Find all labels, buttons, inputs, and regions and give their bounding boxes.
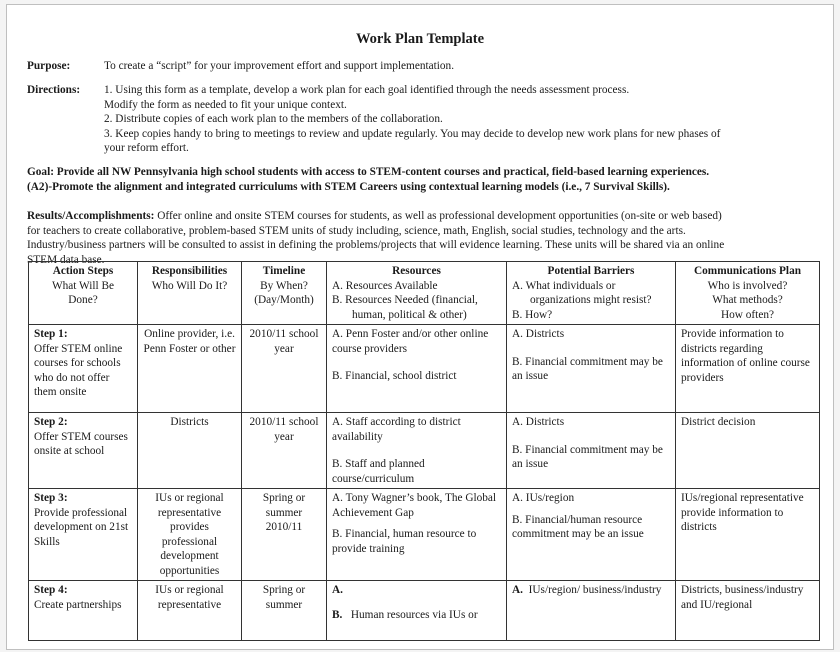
header-potential-barriers: Potential Barriers A. What individuals or organizations might resist? B. How? (507, 262, 676, 325)
cell-barriers: A. Districts B. Financial commitment may be an issue (507, 325, 676, 413)
cell-resources: A. Staff according to district availability B. Staff and planned course/curriculum (327, 413, 507, 489)
table-row (29, 489, 820, 581)
cell-communications: Provide information to districts regarding information of online course providers (676, 325, 820, 413)
cell-barriers: A. Districts B. Financial commitment may be an issue (507, 413, 676, 489)
directions-line: 2. Distribute copies of each work plan to the members of the collaboration. (104, 113, 443, 125)
goal-line: (A2)-Promote the alignment and integrated curriculums with STEM Careers using contextual learning models (i.e., 7 Survival Skills). (27, 180, 670, 193)
cell-resources: A. Penn Foster and/or other online course providers B. Financial, school district (327, 325, 507, 413)
results-label: Results/Accomplishments: (27, 210, 155, 222)
cell-timeline: 2010/11 school year (242, 325, 327, 413)
cell-communications: IUs/regional representative provide information to districts (676, 489, 820, 581)
page-title: Work Plan Template (355, 31, 485, 47)
header-timeline: Timeline By When? (Day/Month) (242, 262, 327, 325)
purpose-text: To create a “script” for your improvement effort and support implementation. (104, 60, 455, 72)
cell-communications: District decision (676, 413, 820, 489)
cell-responsibility: IUs or regional representative provides professional development opportunities (138, 489, 242, 581)
purpose-label: Purpose: (27, 60, 71, 72)
results-line: STEM data base. (27, 253, 105, 266)
directions-line: your reform effort. (104, 142, 189, 154)
directions-label: Directions: (27, 84, 81, 96)
cell-action-step: Step 1: Offer STEM online courses for schools who do not offer them onsite (29, 325, 138, 413)
results-block (27, 209, 827, 267)
cell-timeline: 2010/11 school year (242, 413, 327, 489)
header-communications-plan: Communications Plan Who is involved? What methods? How often? (676, 262, 820, 325)
table-header-row (29, 262, 820, 325)
header-responsibilities: Responsibilities Who Will Do It? (138, 262, 242, 325)
cell-responsibility: IUs or regional representative (138, 581, 242, 641)
table-row (29, 581, 820, 641)
goal-block (27, 165, 827, 194)
goal-line: Goal: Provide all NW Pennsylvania high school students with access to STEM-content courses and practical, field-based learning experiences. (27, 166, 710, 178)
directions-text (104, 83, 824, 156)
directions-line: 1. Using this form as a template, develop a work plan for each goal identified through the needs assessment process. (104, 84, 630, 96)
results-line: Industry/business partners will be consulted to assist in defining the problems/projects that will evidence learning. These units will be shared via an online (27, 239, 725, 251)
results-line: Offer online and onsite STEM courses for students, as well as professional development opportunities (on-site or web based) (154, 210, 722, 222)
directions-line: 3. Keep copies handy to bring to meetings to review and update regularly. You may decide to develop new work plans for new phases of (104, 127, 721, 140)
cell-action-step: Step 3: Provide professional development on 21st Skills (29, 489, 138, 581)
cell-responsibility: Online provider, i.e. Penn Foster or other (138, 325, 242, 413)
cell-resources: A. B. Human resources via IUs or (327, 581, 507, 641)
directions-line: Modify the form as needed to fit your unique context. (104, 98, 347, 111)
results-line: for teachers to create collaborative, problem-based STEM units of study including, science, math, English, social studies, technology and the arts. (27, 224, 686, 237)
cell-barriers: A. IUs/region/ business/industry (507, 581, 676, 641)
header-action-steps: Action Steps What Will Be Done? (29, 262, 138, 325)
cell-action-step: Step 4: Create partnerships (29, 581, 138, 641)
table-row (29, 325, 820, 413)
header-resources: Resources A. Resources Available B. Resources Needed (financial, human, political & other) (327, 262, 507, 325)
table-row (29, 413, 820, 489)
cell-action-step: Step 2: Offer STEM courses onsite at school (29, 413, 138, 489)
cell-timeline: Spring or summer (242, 581, 327, 641)
cell-responsibility: Districts (138, 413, 242, 489)
cell-communications: Districts, business/industry and IU/regional (676, 581, 820, 641)
cell-barriers: A. IUs/region B. Financial/human resource commitment may be an issue (507, 489, 676, 581)
document-page (6, 4, 834, 650)
cell-resources: A. Tony Wagner’s book, The Global Achievement Gap B. Financial, human resource to provide training (327, 489, 507, 581)
work-plan-table (28, 261, 820, 641)
cell-timeline: Spring or summer 2010/11 (242, 489, 327, 581)
